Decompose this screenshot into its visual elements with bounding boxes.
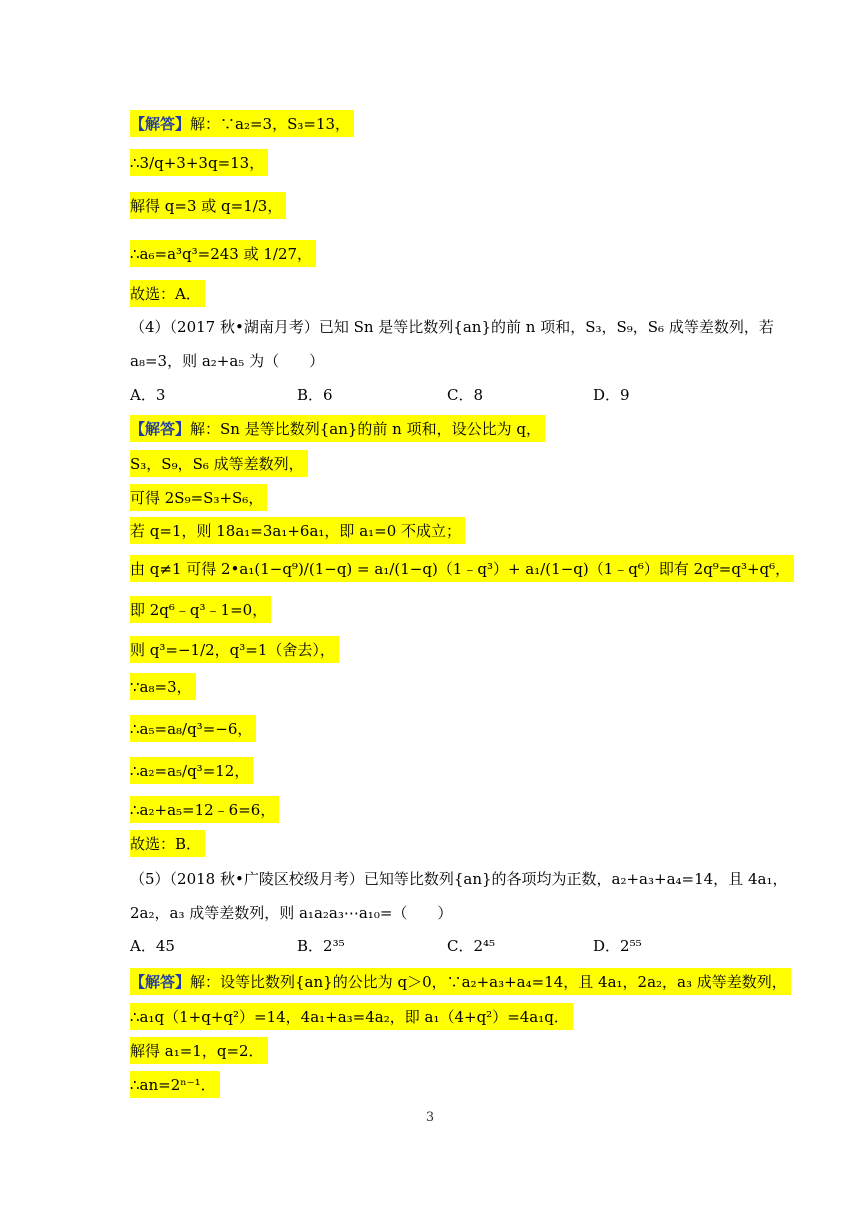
answer-line [130,280,205,307]
answer-line [130,715,256,742]
answer-text: 解：Sn 是等比数列{an}的前 n 项和，设公比为 q， [190,420,541,438]
page-number: 3 [425,1110,435,1125]
question-stem: 2a₂，a₃ 成等差数列，则 a₁a₂a₃⋯a₁₀=（ ） [130,904,453,922]
option-b: B．6 [297,386,333,404]
question-stem: a₈=3，则 a₂+a₅ 为（ ） [130,352,325,370]
answer-text: ∴a₂=a₅/q³=12， [130,757,253,784]
answer-line [130,596,271,623]
answer-text: 解得 a₁=1，q=2． [130,1037,268,1064]
answer-line [130,415,545,442]
answer-line [130,1071,220,1098]
answer-tag: 【解答】 [130,115,191,133]
answer-line [130,110,354,137]
answer-tag: 【解答】 [130,973,191,991]
answer-text: 解得 q=3 或 q=1/3， [130,192,286,219]
option-b: B．2³⁵ [297,937,345,955]
answer-text: 可得 2S₉=S₃+S₆， [130,484,267,511]
option-d: D．2⁵⁵ [593,937,642,955]
answer-text: 若 q=1，则 18a₁=3a₁+6a₁，即 a₁=0 不成立； [130,517,465,544]
answer-text: 故选：A． [130,280,205,307]
answer-text: S₃，S₉，S₆ 成等差数列， [130,450,308,477]
answer-line [130,796,279,823]
answer-line [130,1037,268,1064]
answer-line [130,149,268,176]
answer-line [130,517,465,544]
question-stem: （5）（2018 秋•广陵区校级月考）已知等比数列{an}的各项均为正数，a₂+a₃+a₄=14，且 4a₁， [130,870,788,888]
answer-line [130,968,791,995]
option-d: D．9 [593,386,630,404]
answer-text: 解：∵a₂=3，S₃=13， [190,115,351,133]
answer-text: ∴a₂+a₅=12﹣6=6， [130,796,279,823]
answer-line [130,192,286,219]
option-a: A．3 [130,386,166,404]
answer-line [130,1003,573,1030]
answer-text: 解：设等比数列{an}的公比为 q＞0，∵a₂+a₃+a₄=14，且 4a₁，2a₂，a₃ 成等差数列， [190,973,787,991]
answer-tag: 【解答】 [130,420,191,438]
answer-text: 由 q≠1 可得 2•a₁(1−q⁹)/(1−q) = a₁/(1−q)（1﹣q³）+ a₁/(1−q)（1﹣q⁶）即有 2q⁹=q³+q⁶， [130,555,794,582]
option-c: C．8 [447,386,484,404]
answer-line [130,636,339,663]
answer-line [130,450,308,477]
answer-text: 则 q³=−1/2，q³=1（舍去）， [130,636,339,663]
answer-text: 即 2q⁶﹣q³﹣1=0， [130,596,271,623]
answer-text: ∴a₁q（1+q+q²）=14，4a₁+a₃=4a₂，即 a₁（4+q²）=4a₁q． [130,1003,573,1030]
answer-line [130,830,205,857]
answer-line [130,484,267,511]
option-a: A．45 [130,937,175,955]
answer-text: 故选：B． [130,830,205,857]
answer-text: ∴3/q+3+3q=13， [130,149,268,176]
answer-line [130,555,794,582]
answer-line [130,673,196,700]
answer-text: ∴a₅=a₈/q³=−6， [130,715,256,742]
answer-line [130,757,253,784]
answer-line [130,240,316,267]
answer-text: ∵a₈=3， [130,673,196,700]
answer-text: ∴an=2ⁿ⁻¹． [130,1071,220,1098]
answer-text: ∴a₆=a³q³=243 或 1/27， [130,240,316,267]
question-stem: （4）（2017 秋•湖南月考）已知 Sn 是等比数列{an}的前 n 项和，S₃，S₉，S₆ 成等差数列，若 [130,318,774,336]
option-c: C．2⁴⁵ [447,937,496,955]
